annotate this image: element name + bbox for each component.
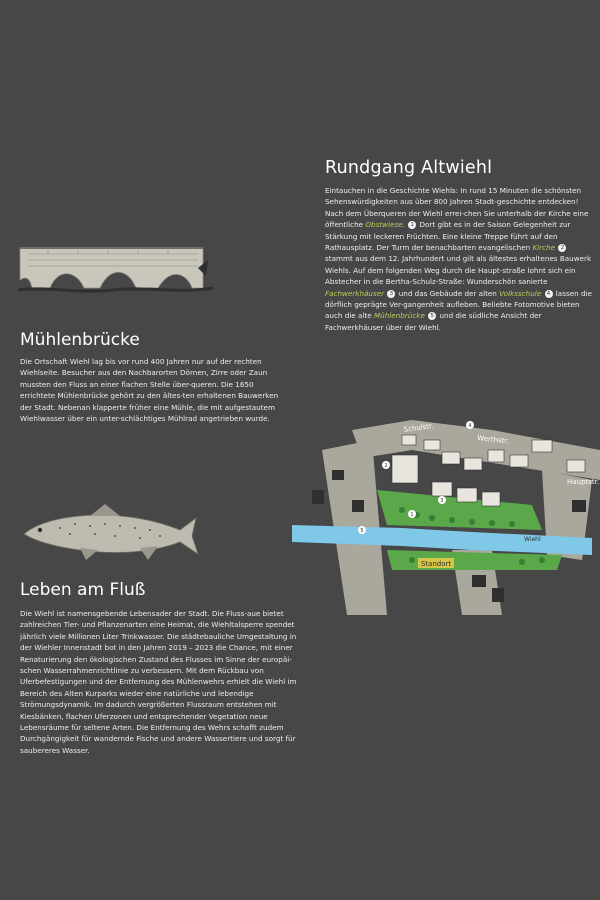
highlight-obstwiese: Obstwiese. [365, 220, 405, 230]
street-label-schulstr: Schulstr. [403, 421, 434, 434]
street-label-werthstr: Werthstr. [476, 434, 510, 446]
highlight-kirche: Kirche [532, 243, 556, 253]
muehlenbruecke-text: Die Ortschaft Wiehl lag bis vor rund 400 Jahren nur auf der rechten Wiehlseite. Besucher aus den Nachbarorten Dörnen, Zirre oder Zaun mussten den Fluss an einer flachen Stelle über-queren. Die 1650 errichtete Mühlenbrücke gehört zu den ältes-ten erhaltenen Bauwerken der Stadt. Nebenan klapperte früher eine Mühle, die mit aufgestautem Wiehlwasser über ein unter-schlächtiges Mühlrad angetrieben wurde. [20, 357, 279, 424]
number-marker-4: 4 [545, 290, 553, 298]
map-marker-4: 4 [468, 423, 472, 429]
highlight-fachwerkhaeuser: Fachwerkhäuser [325, 288, 385, 298]
number-marker-5: 5 [428, 312, 436, 320]
leben-am-fluss-text: Die Wiehl ist namensgebende Lebensader der Stadt. Die Fluss-aue bietet zahlreichen Tier- und Pflanzenarten eine Heimat, die Wiehltalsperre spendet jährlich viele Millionen Liter Trinkwasser. Die städtebauliche Umgestaltung in der Wiehler Innenstadt bot in den Jahren 2019 – 2023 die Chance, mit einer Renaturierung den ökologischen Zustand des Flusses im Sinne der europäi-schen Wasserrahmenrichtlinie zu verbessern. Mit dem Rückbau von Uferbefestigungen und der Entfernung des Mühlenwehrs erhielt die Wiehl im Bereich des Alten Kurparks wieder eine natürliche und lebendige Strömungsdynamik. Im dadurch vergrößerten Flussraum entstehen mit Kiesbänken, flachen Uferzonen und entsprechender Vegetation neue Lebensräume für seltene Arten. Die Entfernung des Wehrs schafft zudem Durchgängigkeit für wandernde Fische und andere Wassertiere und sorgt für saubereres Wasser. [20, 609, 297, 755]
muehlenbruecke-title: Mühlenbrücke [20, 330, 140, 350]
leben-am-fluss-title: Leben am Fluß [20, 580, 146, 600]
highlight-muehlenbruecke: Mühlenbrücke [373, 311, 425, 321]
map-marker-1: 1 [410, 512, 414, 518]
town-map-icon [292, 410, 600, 615]
rundgang-title: Rundgang Altwiehl [325, 158, 493, 178]
trout-icon [20, 500, 200, 568]
street-label-hauptstr: Hauptstr. [567, 478, 600, 486]
map-marker-5: 5 [360, 528, 364, 534]
river-label-wiehl: Wiehl [524, 536, 541, 543]
map-marker-2: 2 [384, 463, 388, 469]
number-marker-2: 2 [558, 244, 566, 252]
map-marker-3: 3 [440, 498, 444, 504]
standort-label: Standort [420, 560, 452, 568]
bridge-icon [18, 240, 213, 302]
rundgang-text: Eintauchen in die Geschichte Wiehls: In rund 15 Minuten die schönsten Sehenswürdigkeiten aus über 800 Jahren Stadt-geschichte entdecken! Nach dem Überqueren der Wiehl errei-chen Sie unterhalb der Kirche eine öffentliche Obstwiese. 1 Dort gibt es in der Saison Gelegenheit zur Stärkung mit leckeren Früchten. Eine kleine Treppe führt auf den Rathausplatz. Der Turm der benachbarten evangelischen Kirche 2 stammt aus dem 12. Jahrhundert und gilt als ältestes erhaltenes Bauwerk Wiehls. Auf dem folgenden Weg durch die Haupt-straße lohnt sich ein Abstecher in die Bertha-Schulz-Straße: Wunderschön sanierte Fachwerkhäuser 3 und das Gebäude der alten Volksschule 4 lassen die dörflich geprägte Ver-gangenheit aufleben. Beliebte Fotomotive bieten auch die alte Mühlenbrücke 5 und die südliche Ansicht der Fachwerkhäuser über der Wiehl. [325, 186, 592, 332]
highlight-volksschule: Volksschule [499, 288, 542, 298]
number-marker-3: 3 [387, 290, 395, 298]
number-marker-1: 1 [408, 221, 416, 229]
